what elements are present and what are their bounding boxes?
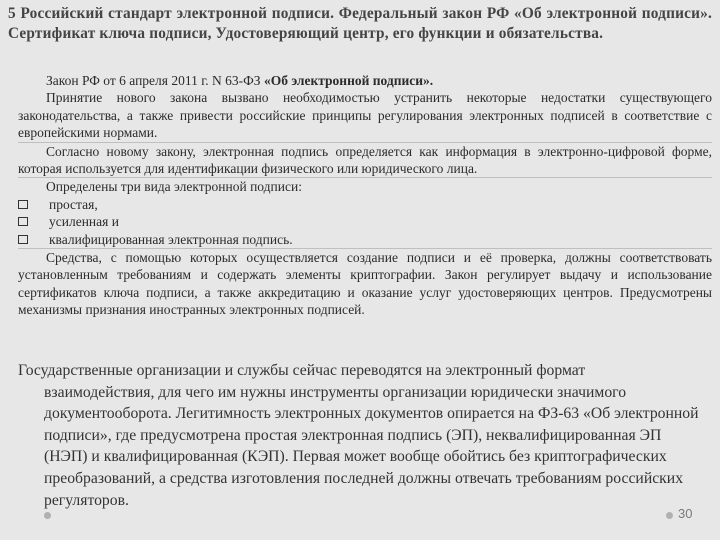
checkbox-bullet-icon [18, 217, 28, 226]
law-text-block [18, 72, 712, 319]
paragraph-definition: Согласно новому закону, электронная подпись определяется как информация в электронно-цифровой форме, которая используется для идентификации физического или юридического лица. [18, 143, 712, 177]
list-item: простая, [18, 196, 712, 213]
checkbox-bullet-icon [18, 200, 28, 209]
government-paragraph-body: взаимодействия, для чего им нужны инструменты организации юридически значимого документооборота. Легитимность электронных документов опирается на ФЗ-63 «Об электронной подписи», где предусмотрена простая электронная подпись (ЭП), неквалифицированная ЭП (НЭП) и квалифицированная (КЭП). Первая может вообще обойтись без криптографических преобразований, а средства изготовления последней должны отвечать требованиям российских регуляторов. [44, 383, 699, 509]
list-item: квалифицированная электронная подпись. [18, 231, 712, 248]
left-dot-icon [44, 512, 51, 519]
signature-types-list [18, 196, 712, 248]
paragraph-means: Средства, с помощью которых осуществляется создание подписи и её проверка, должны соответствовать установленным требованиям и содержать элементы криптографии. Закон регулирует выдачу и использование сертификатов ключа подписи, а также аккредитацию и оказание услуг удостоверяющих центров. Предусмотрены механизмы признания иностранных электронных подписей. [18, 250, 712, 318]
list-item: усиленная и [18, 213, 712, 230]
government-paragraph [18, 360, 708, 511]
law-reference [18, 72, 712, 89]
government-paragraph-first-line: Государственные организации и службы сейчас переводятся на электронный формат [18, 362, 586, 379]
checkbox-bullet-icon [18, 235, 28, 244]
page-number: 30 [678, 506, 693, 521]
slide-title: 5 Российский стандарт электронной подписи. Федеральный закон РФ «Об электронной подписи». Сертификат ключа подписи, Удостоверяющий центр, его функции и обязательства. [8, 5, 712, 42]
paragraph-types-intro: Определены три вида электронной подписи: [18, 177, 712, 195]
right-dot-icon [666, 512, 673, 519]
paragraph-new-law: Принятие нового закона вызвано необходимостью устранить некоторые недостатки существующего законодательства, а также привести российские принципы регулирования электронных подписей в соответствие с европейскими нормами. [18, 90, 712, 141]
law-prefix: Закон РФ от 6 апреля 2011 г. N 63-ФЗ [46, 73, 264, 88]
law-name: «Об электронной подписи». [263, 73, 434, 88]
